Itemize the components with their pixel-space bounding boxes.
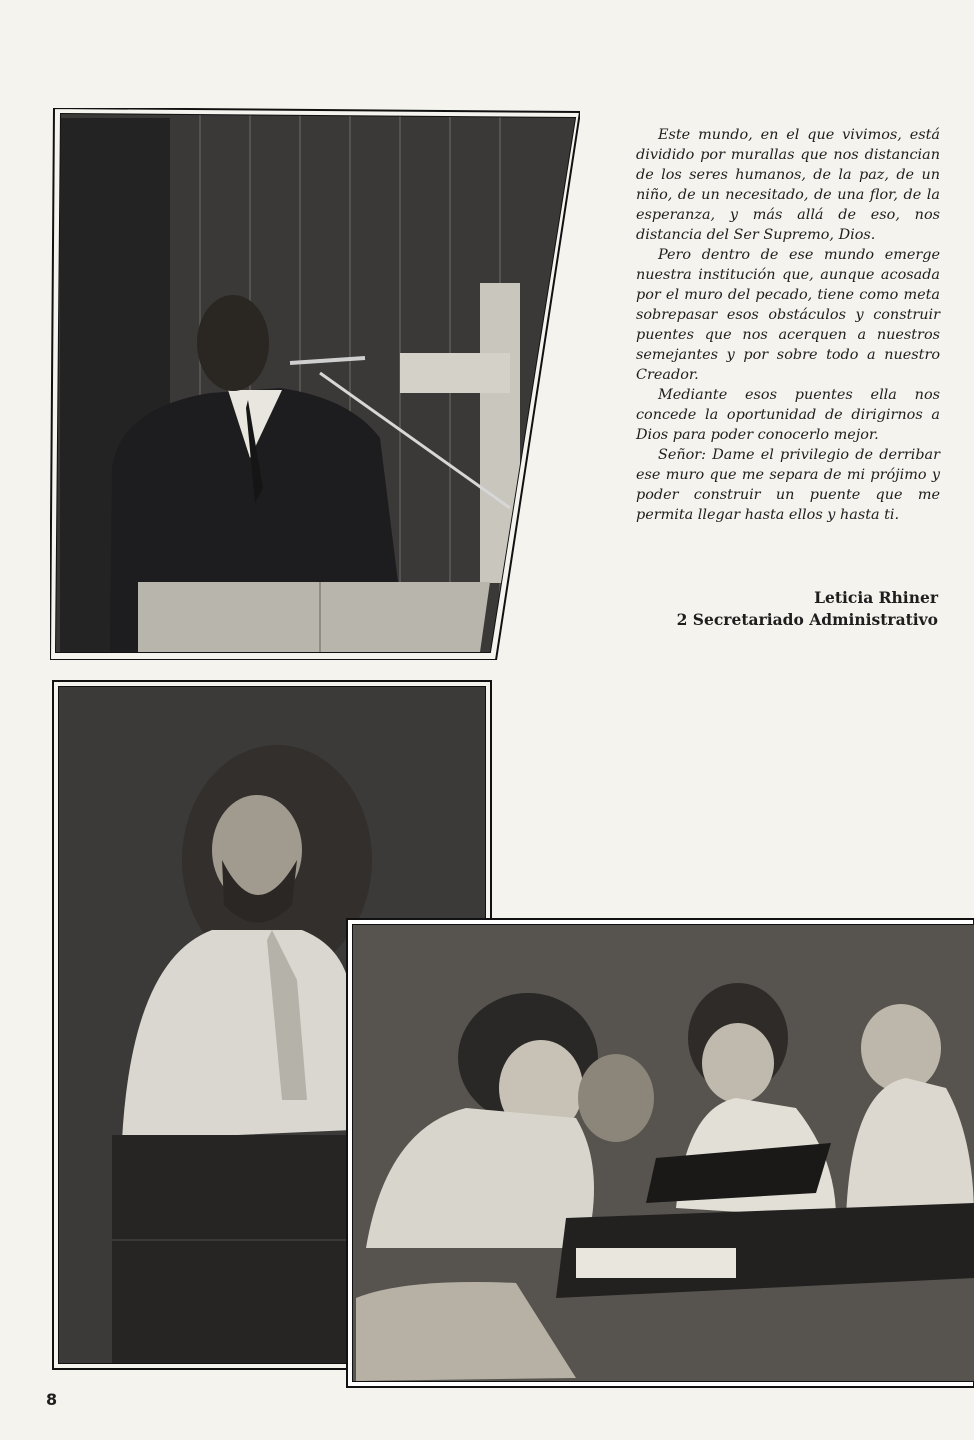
byline-role: 2 Secretariado Administrativo bbox=[676, 610, 938, 629]
byline-author: Leticia Rhiner bbox=[814, 588, 938, 607]
article-paragraph: Señor: Dame el privilegio de derribar ese muro que me separa de mi prójimo y poder construir un puente que me permita llegar hasta ellos y hasta ti. bbox=[636, 447, 940, 523]
article-paragraph: Pero dentro de ese mundo emerge nuestra institución que, aunque acosada por el muro del pecado, tiene como meta sobrepasar esos obstáculos y construir puentes que nos acerquen a nuestros semejantes y por sobre todo a nuestro Creador. bbox=[636, 247, 940, 383]
article-paragraph: Este mundo, en el que vivimos, está dividido por murallas que nos distancian de los seres humanos, de la paz, de un niño, de un necesitado, de una flor, de la esperanza, y más allá de eso, nos distancia del Ser Supremo, Dios. bbox=[636, 127, 940, 243]
article-body bbox=[636, 125, 940, 525]
byline bbox=[640, 587, 938, 631]
article-paragraph: Mediante esos puentes ella nos concede la oportunidad de dirigirnos a Dios para poder conocerlo mejor. bbox=[636, 387, 940, 443]
photo-speaker-microphone bbox=[50, 108, 580, 660]
photo-group-reading bbox=[346, 918, 974, 1388]
page-number: 8 bbox=[46, 1390, 58, 1409]
